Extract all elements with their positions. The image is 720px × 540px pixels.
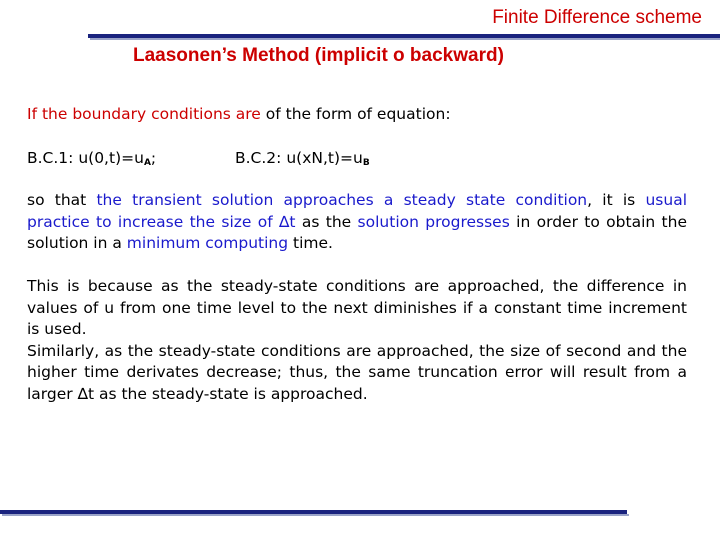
intro-line <box>27 104 687 126</box>
bc1-expression: u(0,t)=u <box>78 149 144 167</box>
para2-sentence-1: This is because as the steady-state conditions are approached, the difference in values of u from one time level to the next diminishes if a constant time increment is used. <box>27 277 687 338</box>
para1-highlight-1: the transient solution approaches a steady state condition <box>96 191 588 209</box>
header-divider-shadow <box>90 38 720 40</box>
para1-text-1: so that <box>27 191 97 209</box>
bc2-label: B.C.2: <box>235 149 287 167</box>
paragraph-transient <box>27 190 687 255</box>
intro-highlight: If the boundary conditions are <box>27 105 261 123</box>
paragraph-steady-state <box>27 276 687 405</box>
bc1-subscript: A <box>143 158 151 168</box>
footer-divider-shadow <box>2 514 629 516</box>
para1-text-5: time. <box>288 234 333 252</box>
para1-text-4: in order to obtain the solution in a <box>27 212 687 252</box>
bc2-expression: u(xN,t)=u <box>286 149 363 167</box>
intro-rest: of the form of equation: <box>260 105 451 123</box>
para1-text-2: , it is <box>587 191 646 209</box>
para1-highlight-2: usual practice to increase the size of ∆t <box>27 191 688 231</box>
slide-header-title: Finite Difference scheme <box>492 7 702 28</box>
bc2-condition <box>235 149 370 167</box>
para1-text-3: as the <box>295 212 358 231</box>
para1-highlight-3: solution progresses <box>357 212 510 231</box>
bc1-condition <box>27 148 235 175</box>
bc2-subscript: B <box>362 158 370 168</box>
bc1-label: B.C.1: <box>27 149 79 167</box>
para1-highlight-4: minimum computing <box>126 234 289 252</box>
para2-sentence-2: Similarly, as the steady-state conditions are approached, the size of second and the higher time derivates decrease; thus, the same truncation error will result from a larger ∆t as the steady-state is approached. <box>27 341 687 403</box>
bc1-suffix: ; <box>150 149 157 167</box>
boundary-conditions <box>27 148 687 175</box>
slide-subtitle: Laasonen’s Method (implicit o backward) <box>133 45 504 66</box>
